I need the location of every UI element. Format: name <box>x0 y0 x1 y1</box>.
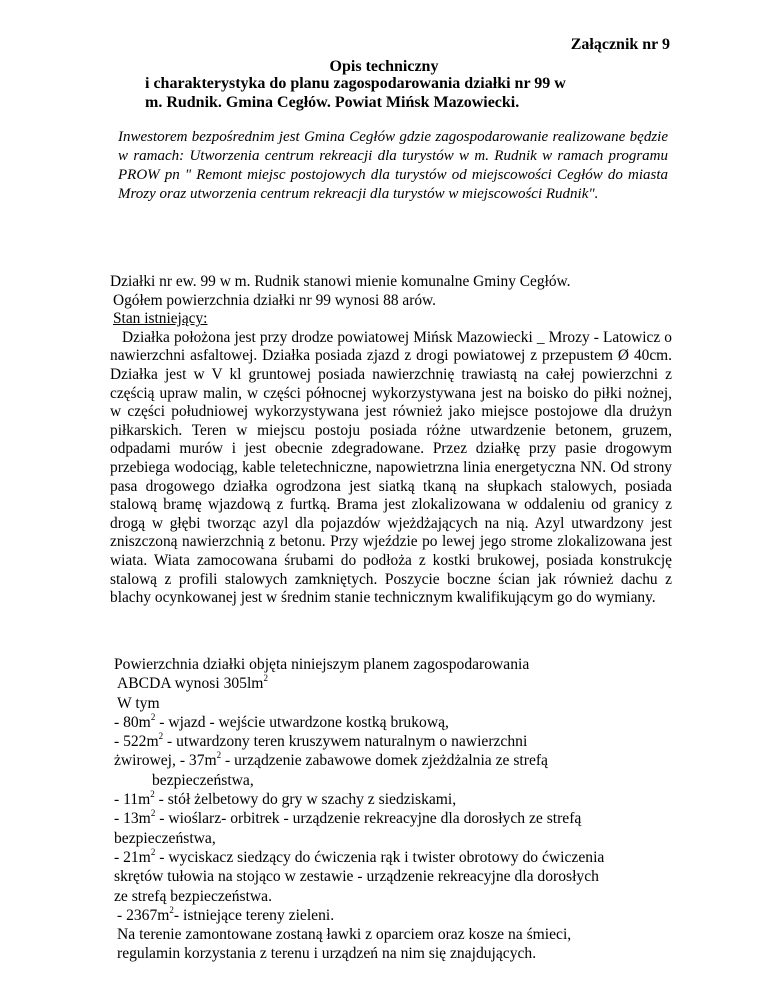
ownership-line: Działki nr ew. 99 w m. Rudnik stanowi mienie komunalne Gminy Cegłów. <box>110 273 571 290</box>
surface-item: - $2367m^2-$ istniejące tereny zieleni. <box>117 904 335 924</box>
surface-item: - $522m^2$ - utwardzony teren kruszywem naturalnym o nawierzchni <box>114 731 528 751</box>
document-subtitle <box>145 74 705 112</box>
annex-label: Załącznik nr 9 <box>570 36 670 53</box>
subtitle-line: i charakterystyka do planu zagospodarowania działki nr 99 w <box>145 75 566 92</box>
closing-line: Na terenie zamontowane zostaną ławki z oparciem oraz kosze na śmieci, <box>117 926 572 944</box>
subtitle-line: m. Rudnik. Gmina Cegłów. Powiat Mińsk Mazowiecki. <box>145 94 520 111</box>
closing-line: regulamin korzystania z terenu i urządzeń na nim się znajdujących. <box>117 945 537 963</box>
surface-item: - $21m^2$ - wyciskacz siedzący do ćwiczenia rąk i twister obrotowy do ćwiczenia <box>114 846 605 866</box>
surface-in-that: W tym <box>117 694 160 712</box>
surface-item-cont: bezpieczeństwa, <box>114 829 216 847</box>
ownership-and-state-section <box>110 273 672 608</box>
surface-item: - $13m^2$ - wioślarz- orbitrek - urządzenie rekreacyjne dla dorosłych ze strefą <box>114 808 582 828</box>
surface-item-cont: skrętów tułowia na stojąco w zestawie - urządzenie rekreacyjne dla dorosłych <box>114 868 599 886</box>
surface-section <box>114 655 674 964</box>
surface-item-cont: bezpieczeństwa, <box>152 771 254 789</box>
area-line: Ogółem powierzchnia działki nr 99 wynosi 88 arów. <box>113 291 436 309</box>
existing-state-paragraph: Działka położona jest przy drodze powiatowej Mińsk Mazowiecki _ Mrozy - Latowicz o nawierzchni asfaltowej. Działka posiada zjazd z drogi powiatowej z przepustem Ø 40cm. Działka jest w V kl gruntowej posiada nawierzchnię trawiastą na całej powierzchni z częścią upraw malin, w części północnej wykorzystywana jest na boisko do piłki nożnej, w części południowej wykorzystywana jest również jako miejsce postojowe dla drużyn piłkarskich. Teren w miejscu postoju posiada różne utwardzenie betonem, gruzem, odpadami murów i jest obecnie zdegradowane. Przez działkę przy pasie drogowym przebiega wodociąg, kable teletechniczne, napowietrzna linia energetyczna NN. Od strony pasa drogowego działka ogrodzona jest siatką tkaną na słupkach stalowych, posiada stalową bramę wjazdową z furtką. Brama jest zlokalizowana w oddaleniu od granicy z drogą w głębi tworząc azyl dla pojazdów wjeżdżających na nią. Azyl utwardzony jest zniszczoną nawierzchnią z betonu. Przy wjeździe po lewej jego strome zlokalizowana jest wiata. Wiata zamocowana śrubami do podłoża z kostki brukowej, posiada konstrukcję stalową z profili stalowych zamkniętych. Poszycie boczne ścian jak również dachu z blachy ocynkowanej jest w średnim stanie technicznym kwalifikującym go do wymiany. <box>110 328 672 607</box>
surface-item-cont: ze strefą bezpieczeństwa. <box>114 887 273 905</box>
surface-item: żwirowej, - $37m^2$ - urządzenie zabawowe domek zjeżdżalnia ze strefą <box>114 750 548 770</box>
state-heading: Stan istniejący: <box>113 310 208 328</box>
surface-intro: Powierzchnia działki objęta niniejszym planem zagospodarowania <box>114 656 530 673</box>
document-title: Opis techniczny <box>329 58 439 75</box>
surface-item: - $11m^2$ - stół żelbetowy do gry w szachy z siedziskami, <box>114 788 457 809</box>
intro-paragraph: Inwestorem bezpośrednim jest Gmina Cegłów gdzie zagospodarowanie realizowane będzie w ramach: Utworzenia centrum rekreacji dla turystów w m. Rudnik w ramach programu PROW pn " Remont miejsc postojowych dla turystów od miejscowości Cegłów do miasta Mrozy oraz utworzenia centrum rekreacji dla turystów w miejscowości Rudnik". <box>118 129 668 202</box>
surface-total: ABCDA wynosi $305lm^2$ <box>117 673 268 693</box>
surface-item: - $80m^2$ - wjazd - wejście utwardzone kostką brukową, <box>114 711 449 731</box>
